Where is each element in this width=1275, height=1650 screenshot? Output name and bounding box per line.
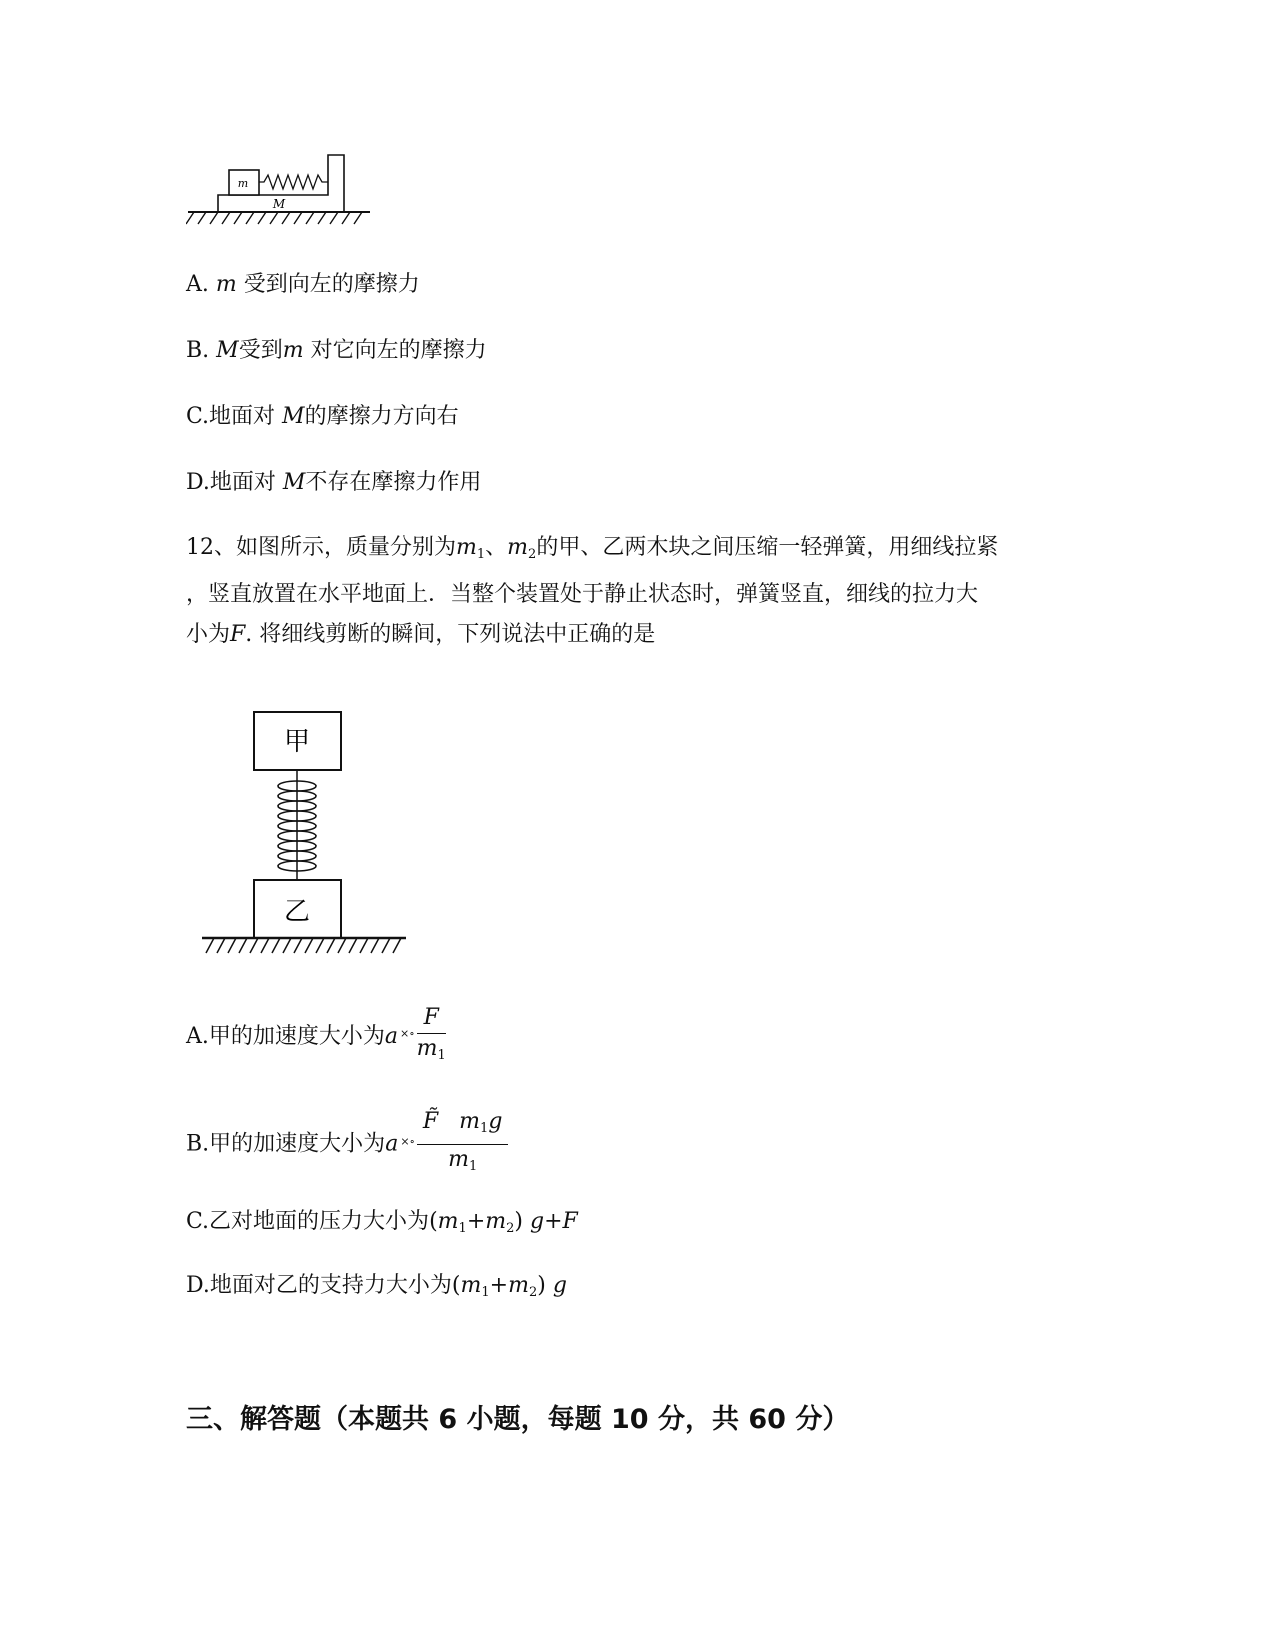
variable-a: a: [384, 1024, 399, 1049]
variable-F: F̃: [422, 1109, 439, 1134]
numerator: [417, 1107, 509, 1145]
numerator: F: [417, 1003, 446, 1034]
option-text: 受到向左的摩擦力: [243, 272, 420, 297]
subscript: 2: [506, 1221, 515, 1236]
variable-g: g: [488, 1109, 503, 1134]
stem-line-2: ，竖直放置在水平地面上．当整个装置处于静止状态时，弹簧竖直，细线的拉力大: [186, 582, 979, 607]
stem-text: . 将细线剪断的瞬间，下列说法中正确的是: [245, 622, 656, 647]
denominator: [417, 1034, 446, 1071]
subscript: 1: [480, 1121, 489, 1136]
subscript: 2: [528, 547, 537, 562]
subscript: 1: [468, 1159, 478, 1174]
block-top-label: 甲: [283, 727, 311, 757]
option-label: D.: [186, 1273, 210, 1298]
option-text: 地面对乙的支持力大小为: [209, 1273, 452, 1298]
paren: (: [429, 1209, 438, 1234]
variable-a: a: [385, 1131, 399, 1157]
paren: (: [451, 1273, 461, 1298]
expression-tail: g: [552, 1273, 567, 1298]
garbled-equals: ×∘: [400, 1134, 415, 1148]
option-text: 地面对: [209, 404, 283, 429]
q12-option-c: [186, 1207, 578, 1244]
variable-m1: m: [437, 1209, 459, 1234]
denominator: [417, 1145, 509, 1182]
variable-F: F: [230, 622, 246, 647]
subscript: 2: [528, 1285, 538, 1300]
option-text: 受到: [238, 338, 283, 363]
option-label: A.: [186, 272, 209, 297]
variable-M: M: [282, 404, 305, 429]
option-text: 甲的加速度大小为: [208, 1024, 385, 1049]
fraction: [417, 1003, 446, 1071]
variable-m2: m: [507, 535, 529, 560]
separator: 、: [485, 535, 508, 560]
option-label: C.: [186, 404, 210, 429]
variable-M: M: [282, 470, 306, 495]
subscript: 1: [458, 1221, 467, 1236]
ground-hatch: [186, 212, 362, 224]
subscript: 1: [437, 1048, 446, 1063]
garbled-equals: ×∘: [400, 1027, 415, 1040]
q12-option-a: [186, 1003, 446, 1071]
variable-m: m: [282, 338, 304, 363]
block-small-label: m: [237, 177, 249, 190]
option-text: 不存在摩擦力作用: [305, 470, 482, 495]
variable-m: m: [215, 272, 237, 297]
stem-line-1: [186, 528, 1086, 575]
section-heading: 三、解答题（本题共 6 小题，每题 10 分，共 60 分）: [186, 1404, 850, 1435]
paren: ): [537, 1273, 546, 1298]
block-large-label: M: [272, 197, 286, 211]
subscript: 1: [481, 1285, 490, 1300]
spring: [259, 175, 328, 189]
q12-option-d: [186, 1271, 567, 1308]
variable-m: m: [416, 1036, 438, 1061]
q11-option-b: [186, 336, 487, 366]
q12-stem: [186, 528, 1086, 655]
fraction: [417, 1107, 509, 1182]
option-label: D.: [186, 470, 210, 495]
option-label: A.: [186, 1024, 209, 1049]
option-text: 的摩擦力方向右: [304, 404, 459, 429]
stem-line-3: [186, 615, 1086, 655]
stem-text: 12、如图所示，质量分别为: [186, 535, 456, 560]
stem-text: 小为: [186, 622, 231, 647]
option-label: C.: [186, 1209, 210, 1234]
expression-tail: g+F: [530, 1209, 578, 1234]
variable-M: M: [216, 338, 239, 363]
block-bottom-label: 乙: [283, 897, 311, 927]
q12-option-b: [186, 1107, 508, 1182]
variable-m2: m: [508, 1273, 529, 1298]
variable-m: m: [459, 1109, 481, 1134]
option-text: 对它向左的摩擦力: [310, 338, 487, 363]
subscript: 1: [476, 547, 486, 562]
spring-blocks-figure: [200, 710, 415, 960]
option-text: 甲的加速度大小为: [209, 1131, 386, 1157]
paren: ): [514, 1209, 523, 1234]
stem-text: 的甲、乙两木块之间压缩一轻弹簧，用细线拉紧: [536, 535, 999, 560]
q11-option-d: [186, 468, 481, 498]
option-text: 地面对: [209, 470, 283, 495]
variable-m2: m: [485, 1209, 507, 1234]
q11-option-a: [186, 270, 420, 300]
plus: +: [489, 1273, 509, 1298]
block-spring-figure: [186, 150, 386, 232]
variable-m1: m: [456, 535, 477, 560]
option-text: 乙对地面的压力大小为: [209, 1209, 430, 1234]
option-label: B.: [186, 338, 210, 363]
q11-option-c: [186, 402, 459, 432]
option-label: B.: [186, 1131, 210, 1157]
plus: +: [466, 1209, 486, 1234]
variable-m: m: [448, 1147, 469, 1172]
variable-m1: m: [460, 1273, 482, 1298]
ground-hatch: [206, 938, 401, 953]
